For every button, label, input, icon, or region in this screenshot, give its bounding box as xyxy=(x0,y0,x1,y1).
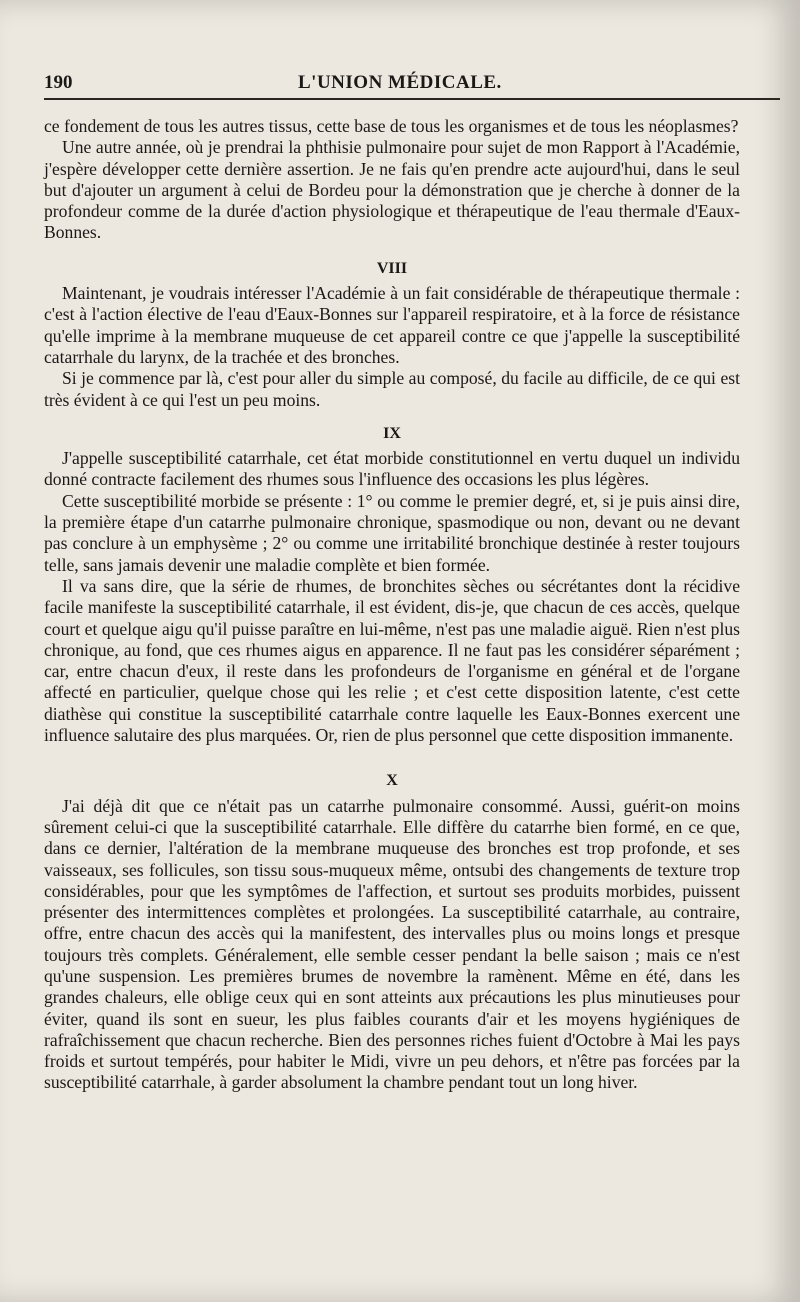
article-body xyxy=(44,116,740,1094)
section-heading-ix: IX xyxy=(383,424,401,442)
paragraph: Maintenant, je voudrais intéresser l'Académie à un fait considérable de thérapeutique thermale : c'est à l'action élective de l'eau d'Eaux-Bonnes sur l'appareil respiratoire, et à la force de résistance qu'elle imprime à la membrane muqueuse de cet appareil contre ce que j'appelle la susceptibilité catarrhale du larynx, de la trachée et des bronches. xyxy=(44,283,740,367)
section-heading-viii: VIII xyxy=(376,259,408,277)
paragraph: Si je commence par là, c'est pour aller du simple au composé, du facile au difficile, de ce qui est très évident à ce qui l'est un peu moins. xyxy=(44,368,740,410)
journal-title: L'UNION MÉDICALE. xyxy=(298,72,502,93)
header-rule xyxy=(44,98,780,100)
paragraph: Cette susceptibilité morbide se présente : 1° ou comme le premier degré, et, si je puis ainsi dire, la première étape d'un catarrhe pulmonaire chronique, spasmodique ou non, devant ou ne devant pas conclure à un emphysème ; 2° ou comme une irritabilité bronchique destinée à rester toujours telle, sans jamais devenir une maladie complète et bien formée. xyxy=(44,490,740,575)
paragraph: J'ai déjà dit que ce n'était pas un catarrhe pulmonaire consommé. Aussi, guérit-on moins sûrement celui-ci que la susceptibilité catarrhale. Elle diffère du catarrhe bien formé, en ce que, dans ce dernier, l'altération de la membrane muqueuse des bronches est trop profonde, et ses vaisseaux, ses follicules, son tissu sous-muqueux même, ontsubi des changements de texture trop considérables, pour que les symptômes de l'affection, et surtout ses produits morbides, puissent présenter des intermittences complètes et prolongées. La susceptibilité catarrhale, au contraire, offre, entre chacun des accès qui la manifestent, des intervalles plus ou moins longs et presque toujours très complets. Généralement, elle semble cesser pendant la belle saison ; mais ce n'est qu'une suspension. Les premières brumes de novembre la ramènent. Même en été, dans les grandes chaleurs, elle oblige ceux qui en sont atteints aux précautions les plus minutieuses pour éviter, quand ils sont en sueur, les plus faibles courants d'air et les moyens hygiéniques de rafraîchissement que chacun recherche. Bien des personnes riches fuient d'Octobre à Mai les pays froids et surtout tempérés, pour habiter le Midi, vivre un peu dehors, et n'être pas forcées par la susceptibilité catarrhale, à garder absolument la chambre pendant tout un long hiver. xyxy=(44,795,740,1093)
paragraph: J'appelle susceptibilité catarrhale, cet état morbide constitutionnel en vertu duquel un individu donné contracte facilement des rhumes sous l'influence des occasions les plus légères. xyxy=(44,448,740,490)
section-heading-x: X xyxy=(386,772,398,790)
running-head xyxy=(44,72,780,96)
page-number: 190 xyxy=(44,72,73,93)
paragraph: Une autre année, où je prendrai la phthisie pulmonaire pour sujet de mon Rapport à l'Académie, j'espère développer cette dernière assertion. Je ne fais qu'en prendre acte aujourd'hui, dans le seul but d'ajouter un argument à celui de Bordeu pour la démonstration que je cherche à donner de la profondeur comme de la durée d'action physiologique et thérapeutique de l'eau thermale d'Eaux-Bonnes. xyxy=(44,137,740,243)
paragraph-continuation: ce fondement de tous les autres tissus, cette base de tous les organismes et de tous les néoplasmes? xyxy=(44,116,739,136)
paragraph: Il va sans dire, que la série de rhumes, de bronchites sèches ou sécrétantes dont la récidive facile manifeste la susceptibilité catarrhale, il est évident, dis-je, que chacun de ces accès, quelque court et quelque aigu qu'il puisse paraître en lui-même, n'est pas une maladie aiguë. Rien n'est plus chronique, au fond, que ces rhumes aigus en apparence. Il ne faut pas les considérer séparément ; car, entre chacun d'eux, il reste dans les profondeurs de l'organisme en général et de l'organe affecté en particulier, quelque chose qui les relie ; et c'est cette disposition latente, c'est cette diathèse qui constitue la susceptibilité catarrhale contre laquelle les Eaux-Bonnes exercent une influence salutaire des plus marquées. Or, rien de plus personnel que cette disposition immanente. xyxy=(44,575,740,746)
